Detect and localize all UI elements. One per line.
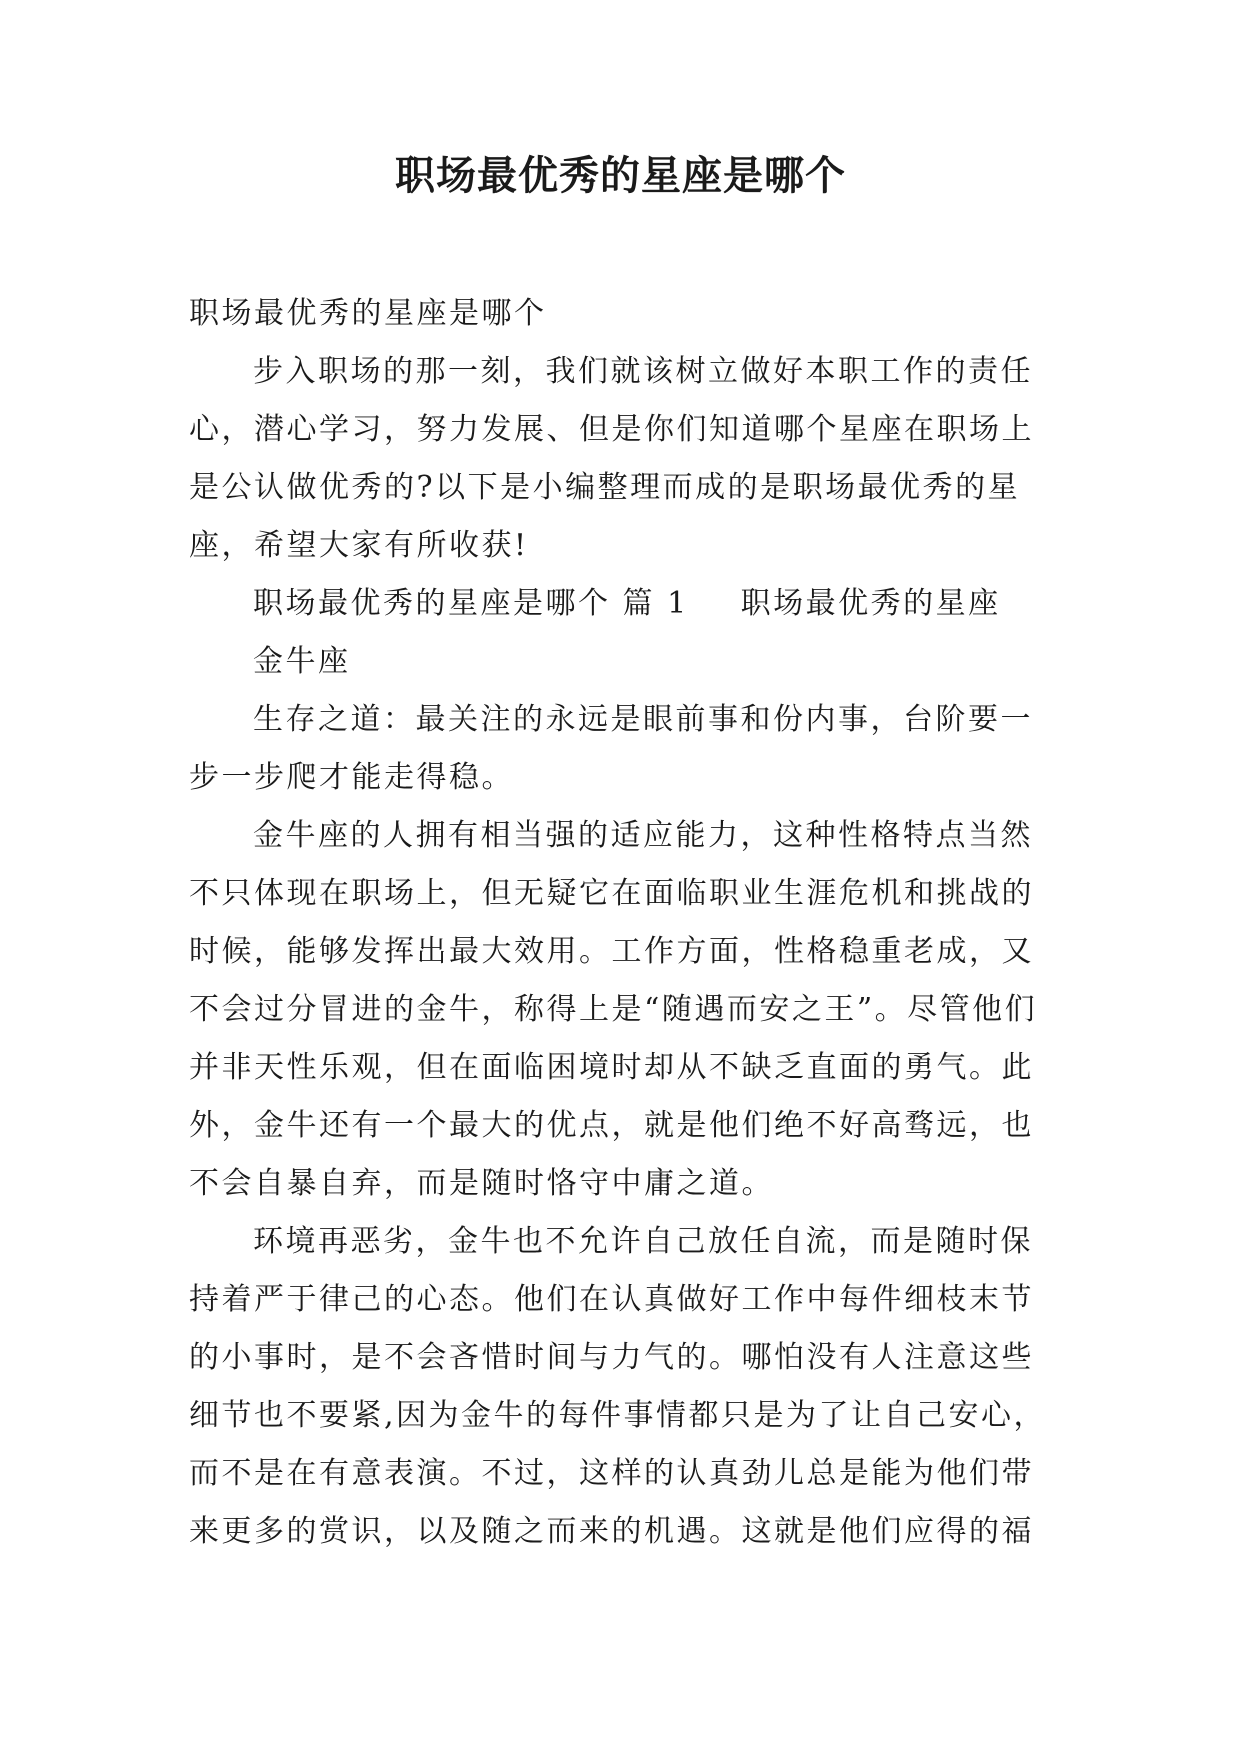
body-paragraph-1: 金牛座的人拥有相当强的适应能力，这种性格特点当然不只体现在职场上，但无疑它在面临职业生涯危机和挑战的时候，能够发挥出最大效用。工作方面，性格稳重老成，又不会过分冒进的金牛，称得上是“随遇而安之王”。尽管他们并非天性乐观，但在面临困境时却从不缺乏直面的勇气。此外，金牛还有一个最大的优点，就是他们绝不好高骛远，也不会自暴自弃，而是随时恪守中庸之道。 — [189, 818, 1038, 1201]
body-paragraph-2: 环境再恶劣，金牛也不允许自己放任自流，而是随时保持着严于律己的心态。他们在认真做好工作中每件细枝末节的小事时，是不会吝惜时间与力气的。哪怕没有人注意这些细节也不要紧,因为金牛的每件事情都只是为了让自己安心，而不是在有意表演。不过，这样的认真劲儿总是能为他们带来更多的赏识，以及随之而来的机遇。这就是他们应得的福 — [189, 1224, 1047, 1549]
section-number: 篇 1 — [622, 586, 689, 621]
section-label: 职场最优秀的星座是哪个 — [253, 586, 611, 621]
sign-name: 金牛座 — [253, 644, 351, 679]
document-title: 职场最优秀的星座是哪个 — [395, 152, 846, 199]
section-header — [189, 575, 1057, 633]
section-subtitle: 职场最优秀的星座 — [740, 586, 1001, 621]
heading-line: 职场最优秀的星座是哪个 — [189, 296, 547, 331]
intro-paragraph: 步入职场的那一刻，我们就该树立做好本职工作的责任心，潜心学习，努力发展、但是你们知道哪个星座在职场上是公认做优秀的?以下是小编整理而成的是职场最优秀的星座，希望大家有所收获! — [189, 354, 1034, 563]
survival-way-paragraph: 生存之道：最关注的永远是眼前事和份内事，台阶要一步一步爬才能走得稳。 — [189, 702, 1033, 795]
document-body — [189, 285, 1057, 1561]
